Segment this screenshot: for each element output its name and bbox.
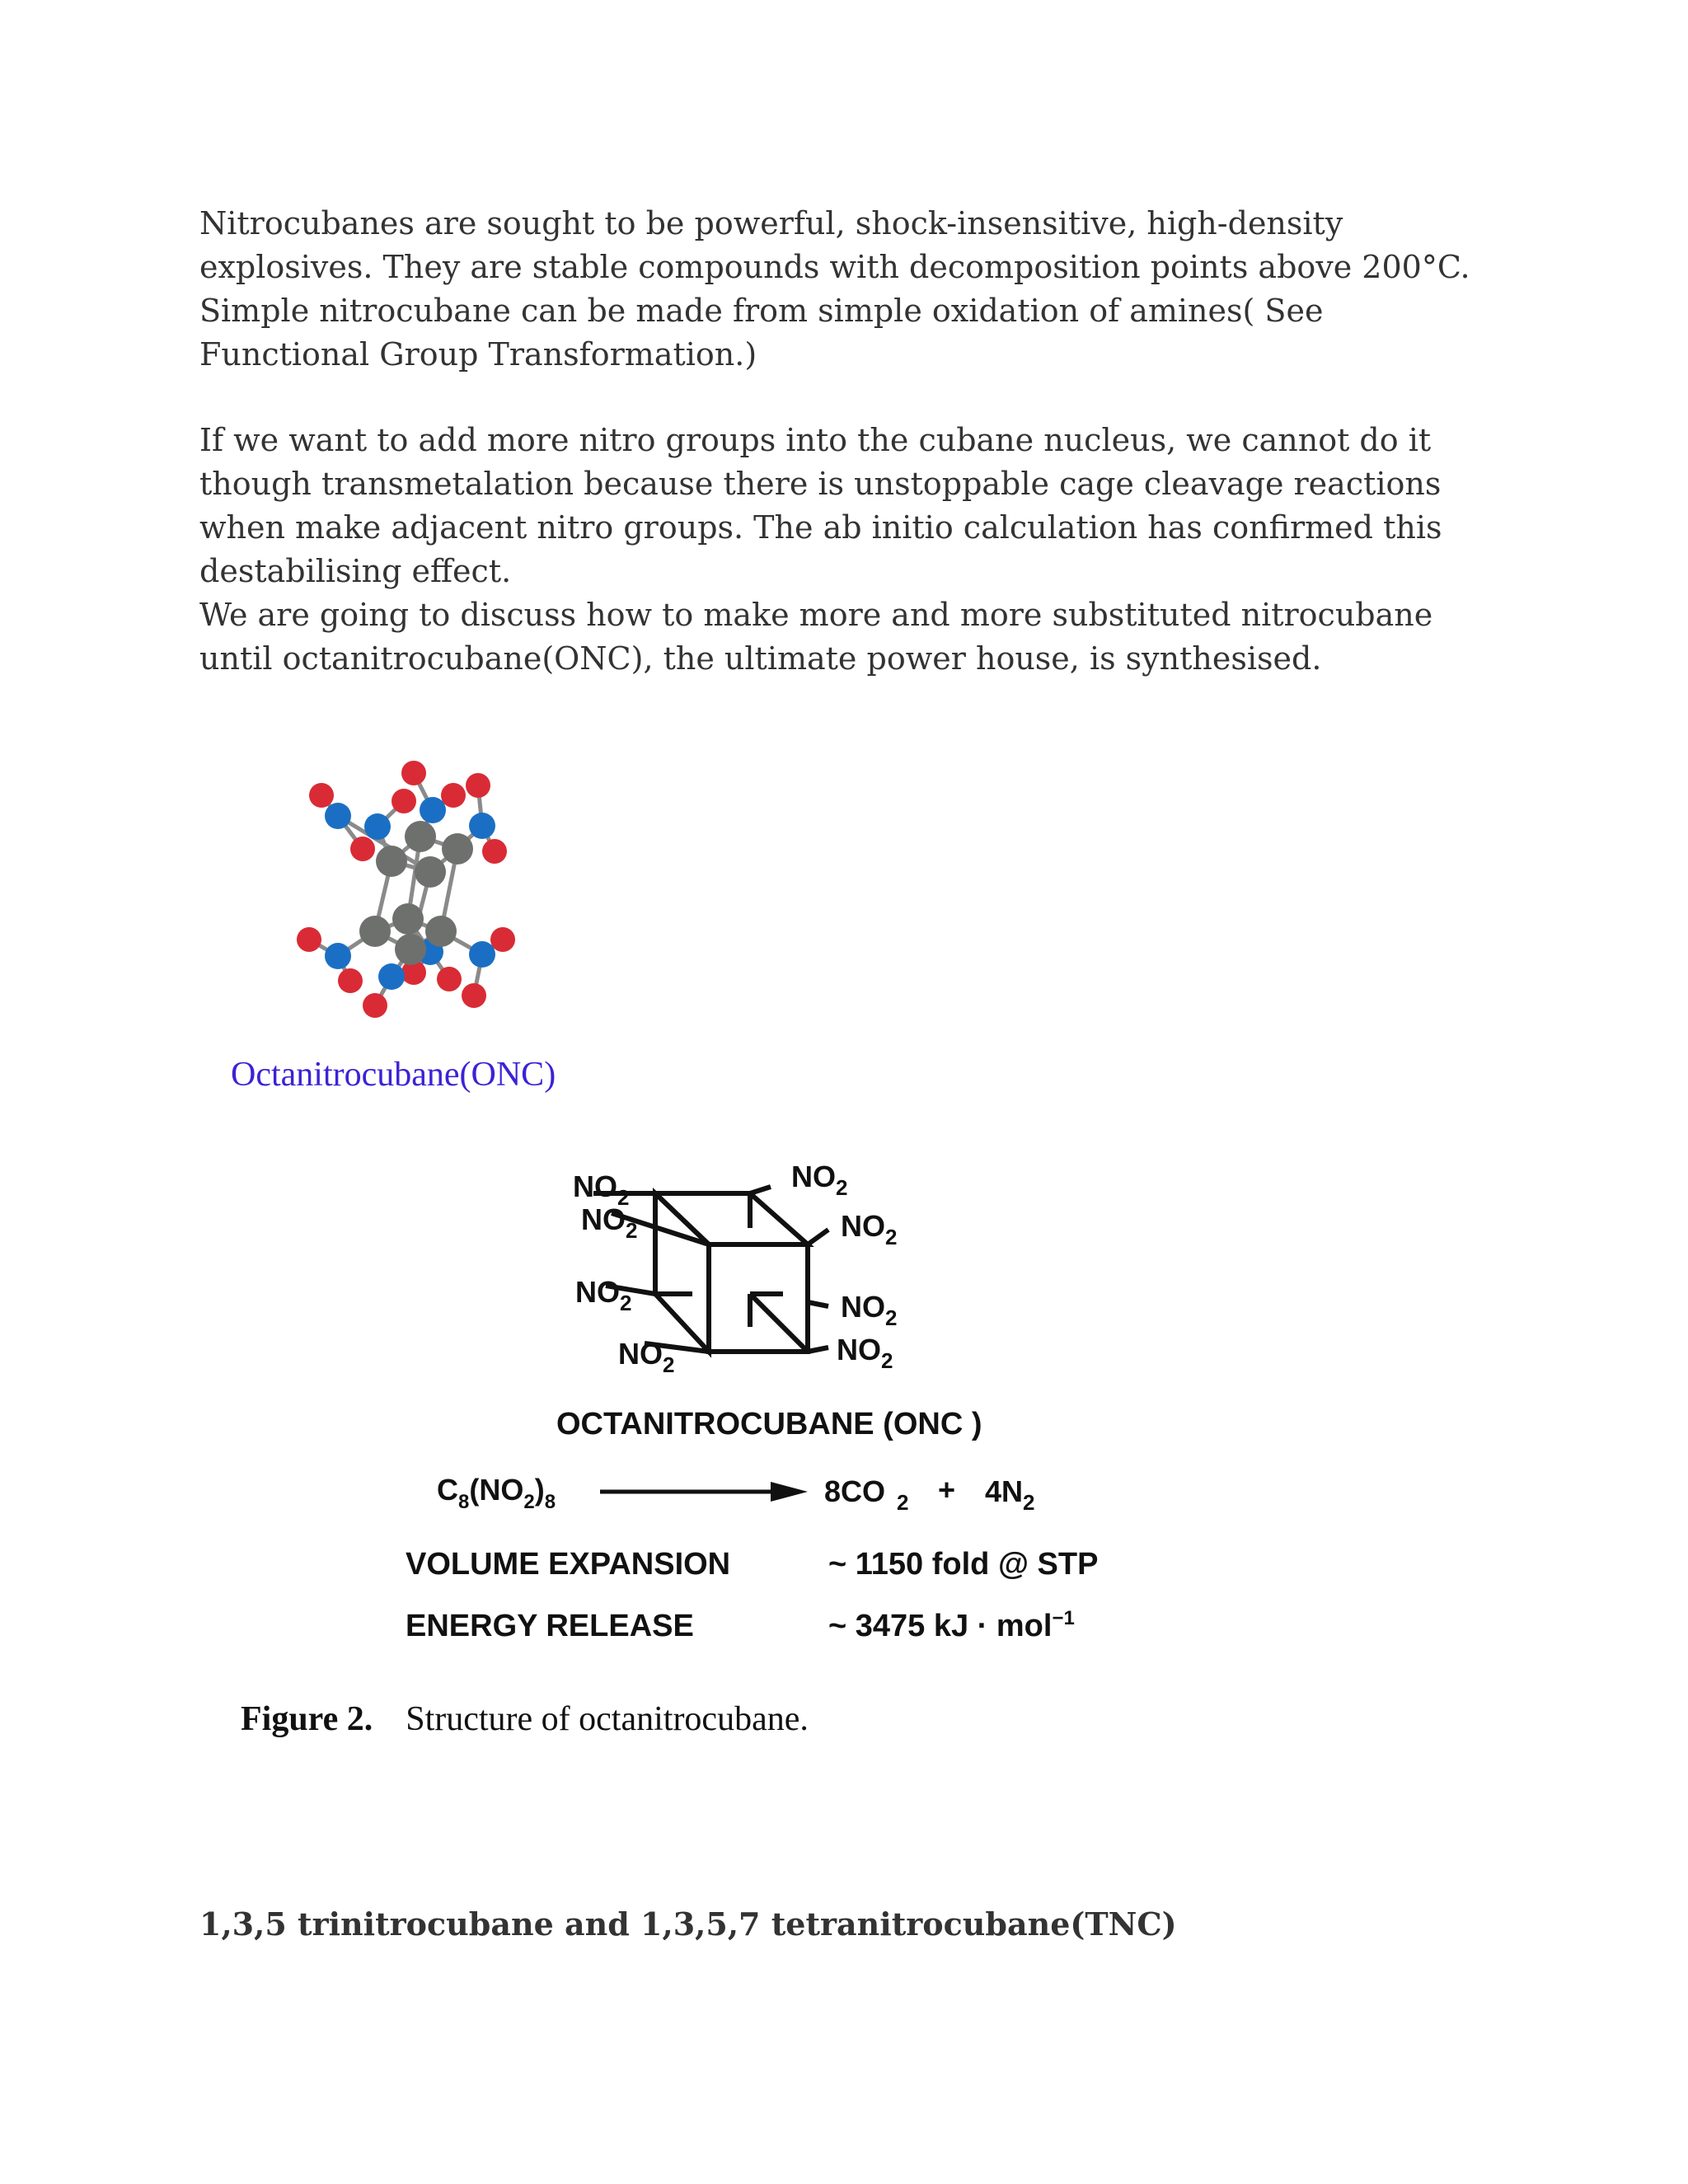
discussion-paragraph: We are going to discuss how to make more and more substituted nitrocubane until octanitrocubane(ONC), the ultimate power house, is synthesised.	[199, 597, 1433, 677]
plus-sign: +	[938, 1473, 956, 1507]
figure-caption	[241, 1699, 809, 1739]
volume-expansion-label: VOLUME EXPANSION	[406, 1547, 731, 1582]
volume-expansion-value: ~ 1150 fold @ STP	[828, 1547, 1099, 1582]
reactant-formula: $C_8(NO_2)_8$	[437, 1473, 556, 1513]
cube-skeleton	[593, 1187, 828, 1352]
product-co2: 8CO $_2$	[824, 1474, 909, 1515]
octanitrocubane-structure-figure	[354, 1137, 1179, 1714]
nitro-label: $NO_2$	[573, 1169, 630, 1210]
energy-release-label: ENERGY RELEASE	[406, 1609, 694, 1643]
intro-paragraph: Nitrocubanes are sought to be powerful, shock-insensitive, high-density explosives. They are stable compounds with decomposition points above 200°C. Simple nitrocubane can be made from simple oxidation of amines( See Functional Group Transformation.)	[199, 205, 1470, 373]
nitro-label: $NO_2$	[618, 1337, 675, 1377]
model-caption: Octanitrocubane(ONC)	[231, 1056, 556, 1094]
nitro-label: $NO_2$	[841, 1290, 898, 1330]
model-carbon-atoms	[359, 821, 473, 965]
figure-caption-text: Structure of octanitrocubane.	[406, 1700, 809, 1738]
figure-caption-label: Figure 2.	[241, 1700, 373, 1738]
nitro-label: $NO_2$	[575, 1275, 632, 1315]
nitro-label: $NO_2$	[837, 1333, 893, 1373]
octanitrocubane-ball-and-stick-model	[239, 733, 602, 1063]
compound-name: OCTANITROCUBANE (ONC )	[556, 1407, 982, 1441]
nitro-label: $NO_2$	[841, 1209, 898, 1249]
section-heading: 1,3,5 trinitrocubane and 1,3,5,7 tetranitrocubane(TNC)	[199, 1905, 1177, 1943]
nitro-label: $NO_2$	[581, 1202, 638, 1243]
energy-release-value: ~ 3475 kJ · mol$^{-1}$	[828, 1607, 1075, 1643]
model-oxygen-atoms	[297, 761, 515, 1018]
product-n2: $4N_2$	[985, 1474, 1035, 1515]
transmetalation-paragraph: If we want to add more nitro groups into the cubane nucleus, we cannot do it though transmetalation because there is unstoppable cage cleavage reactions when make adjacent nitro groups. The ab initio calculation has confirmed this destabilising effect.	[199, 422, 1442, 589]
nitro-label: $NO_2$	[791, 1160, 848, 1200]
reaction-arrow	[600, 1482, 808, 1502]
